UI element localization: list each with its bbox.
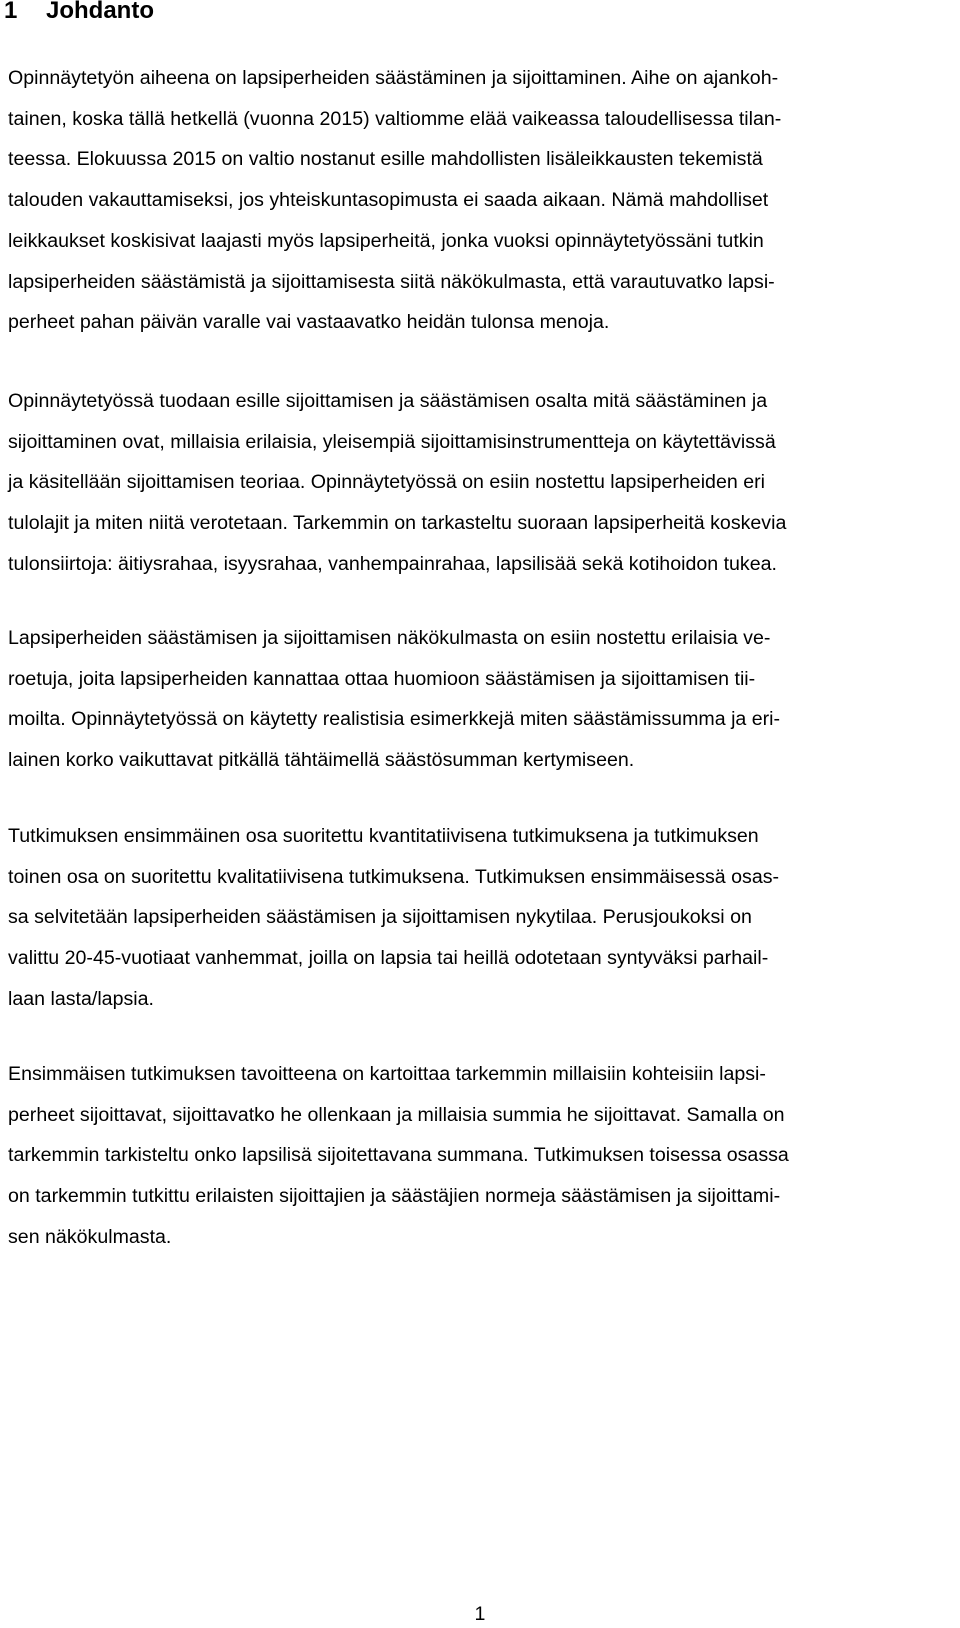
- text-line: Tutkimuksen ensimmäinen osa suoritettu kvantitatiivisena tutkimuksena ja tutkimuksen: [8, 825, 759, 847]
- paragraph-4: [8, 816, 948, 1020]
- text-line: sa selvitetään lapsiperheiden säästämisen ja sijoittamisen nykytilaa. Perusjoukoksi on: [8, 906, 752, 929]
- chapter-heading: [4, 0, 154, 26]
- text-line: tulolajit ja miten niitä verotetaan. Tarkemmin on tarkasteltu suoraan lapsiperheitä koskevia: [8, 512, 787, 535]
- paragraph-1: [8, 58, 948, 343]
- text-line: lainen korko vaikuttavat pitkällä tähtäimellä säästösumman kertymiseen.: [8, 749, 635, 772]
- paragraph-5: [8, 1054, 948, 1258]
- text-line: perheet sijoittavat, sijoittavatko he ollenkaan ja millaisia summia he sijoittavat. Samalla on: [8, 1103, 785, 1126]
- text-line: lapsiperheiden säästämistä ja sijoittamisesta siitä näkökulmasta, että varautuvatko lapsi-: [8, 270, 775, 293]
- text-line: roetuja, joita lapsiperheiden kannattaa ottaa huomioon säästämisen ja sijoittamisen tii-: [8, 667, 756, 690]
- text-line: talouden vakauttamiseksi, jos yhteiskuntasopimusta ei saada aikaan. Nämä mahdolliset: [8, 189, 769, 212]
- text-line: tainen, koska tällä hetkellä (vuonna 2015) valtiomme elää vaikeassa taloudellisessa tilan-: [8, 107, 782, 130]
- text-line: tulonsiirtoja: äitiysrahaa, isyysrahaa, vanhempainrahaa, lapsilisää sekä kotihoidon tukea.: [8, 552, 777, 575]
- paragraph-2: [8, 381, 948, 585]
- text-line: sijoittaminen ovat, millaisia erilaisia, yleisempiä sijoittamisinstrumentteja on käytettävissä: [8, 430, 776, 453]
- text-line: moilta. Opinnäytetyössä on käytetty realistisia esimerkkejä miten säästämissumma ja eri-: [8, 708, 781, 731]
- text-line: Ensimmäisen tutkimuksen tavoitteena on kartoittaa tarkemmin millaisiin kohteisiin lapsi-: [8, 1063, 766, 1085]
- text-line: leikkaukset koskisivat laajasti myös lapsiperheitä, jonka vuoksi opinnäytetyössäni tutkin: [8, 229, 764, 252]
- text-line: ja käsitellään sijoittamisen teoriaa. Opinnäytetyössä on esiin nostettu lapsiperheiden eri: [8, 471, 765, 494]
- text-line: sen näkökulmasta.: [8, 1225, 172, 1248]
- text-line: teessa. Elokuussa 2015 on valtio nostanut esille mahdollisten lisäleikkausten tekemistä: [8, 148, 763, 171]
- text-line: toinen osa on suoritettu kvalitatiivisena tutkimuksena. Tutkimuksen ensimmäisessä osas-: [8, 865, 780, 888]
- paragraph-3: [8, 618, 948, 781]
- chapter-number: 1: [4, 0, 18, 24]
- text-line: laan lasta/lapsia.: [8, 987, 154, 1010]
- text-line: on tarkemmin tutkittu erilaisten sijoittajien ja säästäjien normeja säästämisen ja sijoittami-: [8, 1185, 781, 1208]
- text-line: perheet pahan päivän varalle vai vastaavatko heidän tulonsa menoja.: [8, 311, 610, 334]
- text-line: Lapsiperheiden säästämisen ja sijoittamisen näkökulmasta on esiin nostettu erilaisia ve-: [8, 627, 771, 649]
- text-line: Opinnäytetyön aiheena on lapsiperheiden säästäminen ja sijoittaminen. Aihe on ajankoh-: [8, 67, 779, 89]
- chapter-title: Johdanto: [46, 0, 154, 24]
- page-number: 1: [474, 1603, 486, 1625]
- text-line: tarkemmin tarkisteltu onko lapsilisä sijoitettavana summana. Tutkimuksen toisessa osassa: [8, 1144, 789, 1167]
- text-line: valittu 20-45-vuotiaat vanhemmat, joilla on lapsia tai heillä odotetaan syntyväksi parhail-: [8, 947, 769, 970]
- text-line: Opinnäytetyössä tuodaan esille sijoittamisen ja säästämisen osalta mitä säästäminen ja: [8, 390, 768, 412]
